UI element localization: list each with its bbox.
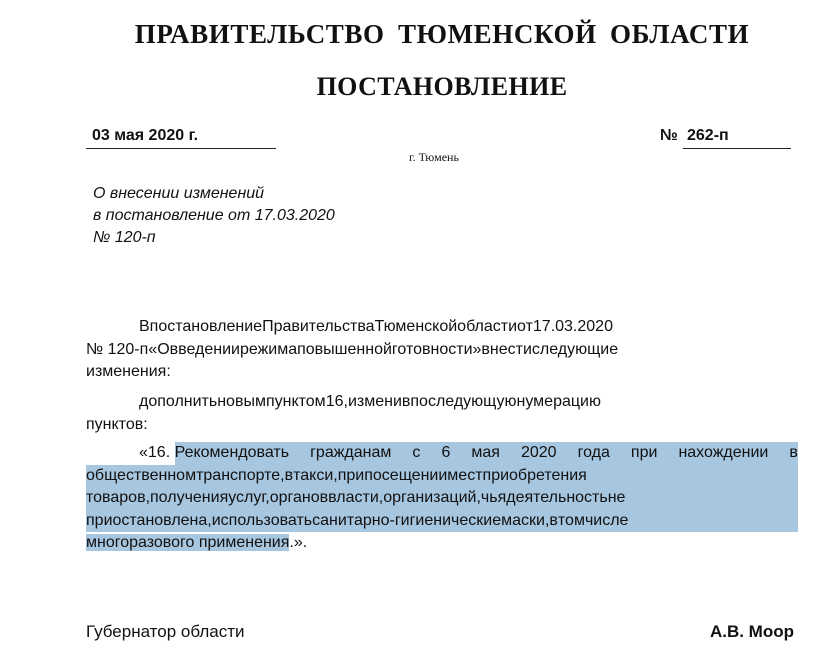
word: следующие (531, 340, 619, 358)
word: использовать (211, 511, 313, 529)
item-prefix: «16. (139, 444, 175, 461)
paragraph-line (86, 361, 798, 384)
word: нахождении (678, 444, 769, 461)
word: мая (471, 444, 500, 461)
word: 16, (325, 393, 348, 410)
date-field (86, 126, 276, 149)
word: деятельность (506, 489, 608, 506)
word: В (139, 318, 150, 335)
word: при (337, 466, 365, 484)
word: транспорте, (196, 466, 285, 484)
word: 6 (441, 444, 451, 461)
word: области (457, 318, 518, 335)
document-subject (93, 183, 335, 249)
word: «О (148, 340, 170, 358)
word: числе (584, 511, 629, 529)
word: гражданам (310, 444, 392, 461)
word: режима (239, 340, 298, 358)
word: не (607, 489, 626, 506)
word: товаров, (86, 489, 151, 506)
subject-line: в постановление от 17.03.2020 (93, 207, 335, 224)
subject-line: О внесении изменений (93, 185, 265, 202)
word: приостановлена, (86, 511, 212, 529)
word: 17.03.2020 (532, 318, 613, 335)
highlighted-text (86, 465, 798, 488)
signatory-position: Губернатор области (86, 622, 245, 641)
word: с (412, 444, 421, 461)
paragraph-preamble (86, 316, 798, 384)
highlighted-text (175, 442, 798, 465)
word: постановление (149, 318, 263, 335)
word: приобретения (482, 466, 587, 484)
word: власти, (328, 489, 384, 506)
word: маски, (501, 511, 550, 529)
word: в (284, 466, 294, 484)
document-date: 03 мая 2020 г. (92, 127, 199, 144)
word: в (789, 444, 798, 461)
word: 2020 (520, 444, 557, 461)
word: общественном (86, 466, 197, 484)
word: дополнить (139, 393, 218, 410)
word: такси, (293, 466, 338, 484)
highlighted-text: многоразового применения (86, 534, 290, 551)
paragraph-line (86, 414, 798, 437)
word: нумерацию (516, 393, 601, 410)
word: организаций, (383, 489, 481, 506)
word: услуг, (228, 489, 270, 506)
word: в (549, 511, 558, 529)
city-name: г. Тюмень (409, 150, 459, 164)
word: № 120-п (86, 340, 149, 358)
paragraph-line (86, 339, 798, 362)
subject-line: № 120-п (93, 229, 156, 246)
document-number: 262-п (687, 127, 729, 144)
paragraph-amendment (86, 391, 798, 436)
word: от (517, 318, 533, 335)
word: введении (169, 340, 240, 358)
paragraph-new-item-16 (86, 442, 798, 555)
item-suffix: .». (289, 534, 308, 551)
word: последующую (410, 393, 517, 410)
word: том (557, 511, 585, 529)
paragraph-line (86, 391, 798, 414)
word: года (577, 444, 610, 461)
organization-title: ПРАВИТЕЛЬСТВО ТЮМЕНСКОЙ ОБЛАСТИ (134, 19, 750, 49)
word: новым (217, 393, 266, 410)
paragraph-line (86, 442, 798, 465)
word: пунктов: (86, 415, 148, 433)
word: получения (150, 489, 229, 506)
word: санитарно-гигиенические (312, 511, 502, 529)
highlighted-text (86, 487, 798, 510)
word: органов (269, 489, 329, 506)
word: изменения: (86, 363, 171, 380)
signatory-name: А.В. Моор (709, 622, 794, 641)
word: при (630, 444, 658, 461)
word: чья (480, 489, 507, 506)
word: изменив (347, 393, 411, 410)
word: Рекомендовать (174, 444, 290, 461)
word: готовности» (391, 340, 482, 358)
number-label: № (660, 127, 678, 144)
word: посещении (364, 466, 448, 484)
document-type: ПОСТАНОВЛЕНИЕ (316, 72, 568, 101)
word: мест (447, 466, 483, 484)
word: внести (481, 340, 532, 358)
word: пунктом (265, 393, 326, 410)
number-field (683, 126, 791, 149)
word: повышенной (297, 340, 392, 358)
highlighted-text (86, 510, 798, 533)
paragraph-line (86, 316, 798, 339)
word: Тюменской (374, 318, 458, 335)
paragraph-line (86, 532, 798, 555)
word: Правительства (262, 318, 375, 335)
